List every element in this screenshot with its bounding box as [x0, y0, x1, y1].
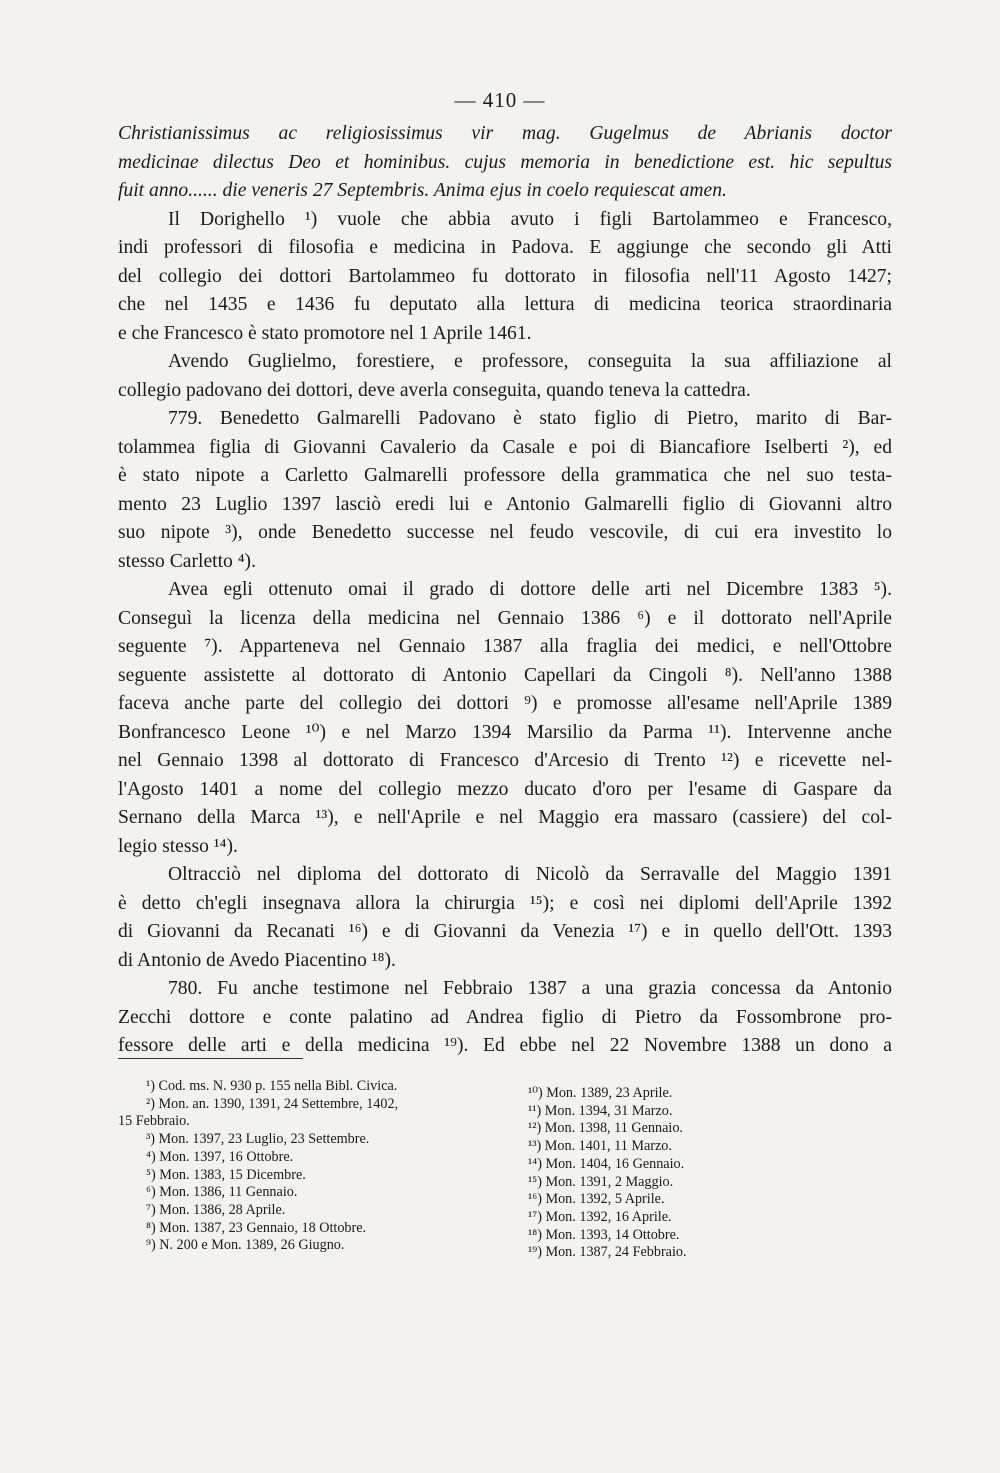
text-line: di Giovanni da Recanati ¹⁶) e di Giovanni da Venezia ¹⁷) e in quello dell'Ott. 1393: [118, 921, 892, 942]
text-line: stesso Carletto ⁴).: [118, 550, 256, 572]
footnote: ¹⁶) Mon. 1392, 5 Aprile.: [528, 1191, 665, 1208]
text-line: Avea egli ottenuto omai il grado di dottore delle arti nel Dicembre 1383 ⁵).: [168, 579, 892, 600]
text-line: seguente ⁷). Apparteneva nel Gennaio 1387 alla fraglia dei medici, e nell'Ottobre: [118, 636, 892, 657]
text-line: indi professori di filosofia e medicina in Padova. E aggiunge che secondo gli Atti: [118, 237, 892, 258]
text-line: mento 23 Luglio 1397 lasciò eredi lui e Antonio Galmarelli figlio di Giovanni altro: [118, 493, 892, 515]
footnote: ¹⁷) Mon. 1392, 16 Aprile.: [528, 1208, 672, 1225]
text-line: fuit anno...... die veneris 27 Septembris. Anima ejus in coelo requiescat amen.: [118, 180, 727, 201]
footnote: ¹) Cod. ms. N. 930 p. 155 nella Bibl. Civica.: [146, 1078, 398, 1094]
text-line: Sernano della Marca ¹³), e nell'Aprile e nel Maggio era massaro (cassiere) del col-: [118, 807, 892, 828]
text-line: di Antonio de Avedo Piacentino ¹⁸).: [118, 949, 396, 971]
footnote: ⁶) Mon. 1386, 11 Gennaio.: [146, 1184, 298, 1201]
footnote: ¹⁴) Mon. 1404, 16 Gennaio.: [528, 1155, 685, 1172]
footnote: ⁷) Mon. 1386, 28 Aprile.: [146, 1201, 286, 1218]
footnote: ¹²) Mon. 1398, 11 Gennaio.: [528, 1120, 683, 1137]
text-line: Conseguì la licenza della medicina nel Gennaio 1386 ⁶) e il dottorato nell'Aprile: [118, 607, 892, 629]
text-line: legio stesso ¹⁴).: [118, 835, 238, 857]
text-line: suo nipote ³), onde Benedetto successe nel feudo vescovile, di cui era investito lo: [118, 522, 892, 543]
text-line: e che Francesco è stato promotore nel 1 Aprile 1461.: [118, 322, 532, 344]
footnote: ⁹) N. 200 e Mon. 1389, 26 Giugno.: [146, 1237, 345, 1254]
text-line: collegio padovano dei dottori, deve averla conseguita, quando teneva la cattedra.: [118, 379, 751, 401]
footnote: ³) Mon. 1397, 23 Luglio, 23 Settembre.: [146, 1131, 370, 1148]
footnote-divider: [118, 1058, 303, 1059]
footnote: ⁸) Mon. 1387, 23 Gennaio, 18 Ottobre.: [146, 1219, 367, 1236]
text-line: fessore delle arti e della medicina ¹⁹). Ed ebbe nel 22 Novembre 1388 un dono a: [118, 1035, 892, 1056]
text-line: è detto ch'egli insegnava allora la chirurgia ¹⁵); e così nei diplomi dell'Aprile 1392: [118, 892, 892, 914]
text-line: nel Gennaio 1398 al dottorato di Francesco d'Arcesio di Trento ¹²) e ricevette nel-: [118, 750, 892, 771]
footnote: ¹¹) Mon. 1394, 31 Marzo.: [528, 1102, 673, 1119]
footnote: ¹³) Mon. 1401, 11 Marzo.: [528, 1138, 672, 1155]
text-line: faceva anche parte del collegio dei dottori ⁹) e promosse all'esame nell'Aprile 1389: [118, 693, 892, 714]
text-line: Bonfrancesco Leone ¹⁰) e nel Marzo 1394 Marsilio da Parma ¹¹). Intervenne anche: [118, 721, 892, 743]
text-line: 779. Benedetto Galmarelli Padovano è stato figlio di Pietro, marito di Bar-: [168, 408, 892, 429]
page-number: — 410 —: [454, 88, 546, 112]
footnote: ⁵) Mon. 1383, 15 Dicembre.: [146, 1166, 306, 1183]
footnote: ¹⁰) Mon. 1389, 23 Aprile.: [528, 1085, 673, 1101]
body-text: [118, 120, 892, 1061]
footnotes-right-column: [528, 1085, 788, 1262]
text-line: seguente assistette al dottorato di Antonio Capellari da Cingoli ⁸). Nell'anno 1388: [118, 664, 892, 686]
text-line: del collegio dei dottori Bartolammeo fu dottorato in filosofia nell'11 Agosto 1427;: [118, 265, 892, 287]
footnote: 15 Febbraio.: [118, 1113, 190, 1130]
footnote: ¹⁹) Mon. 1387, 24 Febbraio.: [528, 1244, 687, 1261]
text-line: Christianissimus ac religiosissimus vir mag. Gugelmus de Abrianis doctor: [118, 123, 892, 144]
footnote: ¹⁵) Mon. 1391, 2 Maggio.: [528, 1173, 674, 1190]
text-line: Zecchi dottore e conte palatino ad Andrea figlio di Pietro da Fossombrone pro-: [118, 1006, 892, 1028]
text-line: l'Agosto 1401 a nome del collegio mezzo ducato d'oro per l'esame di Gaspare da: [118, 778, 892, 800]
text-line: medicinae dilectus Deo et hominibus. cujus memoria in benedictione est. hic sepultus: [118, 151, 892, 173]
text-line: Oltracciò nel diploma del dottorato di Nicolò da Serravalle del Maggio 1391: [168, 864, 892, 885]
text-line: che nel 1435 e 1436 fu deputato alla lettura di medicina teorica straordinaria: [118, 294, 892, 315]
text-line: Avendo Guglielmo, forestiere, e professore, conseguita la sua affiliazione al: [168, 351, 892, 372]
text-line: tolammea figlia di Giovanni Cavalerio da Casale e poi di Biancafiore Iselberti ²), ed: [118, 436, 892, 458]
text-line: è stato nipote a Carletto Galmarelli professore della grammatica che nel suo testa-: [118, 465, 892, 486]
footnote: ⁴) Mon. 1397, 16 Ottobre.: [146, 1148, 294, 1165]
text-line: 780. Fu anche testimone nel Febbraio 1387 a una grazia concessa da Antonio: [168, 978, 892, 999]
footnote: ¹⁸) Mon. 1393, 14 Ottobre.: [528, 1226, 680, 1243]
text-line: Il Dorighello ¹) vuole che abbia avuto i figli Bartolammeo e Francesco,: [168, 208, 892, 230]
footnotes-left-column: [118, 1078, 490, 1255]
footnote: ²) Mon. an. 1390, 1391, 24 Settembre, 1402,: [146, 1095, 399, 1112]
